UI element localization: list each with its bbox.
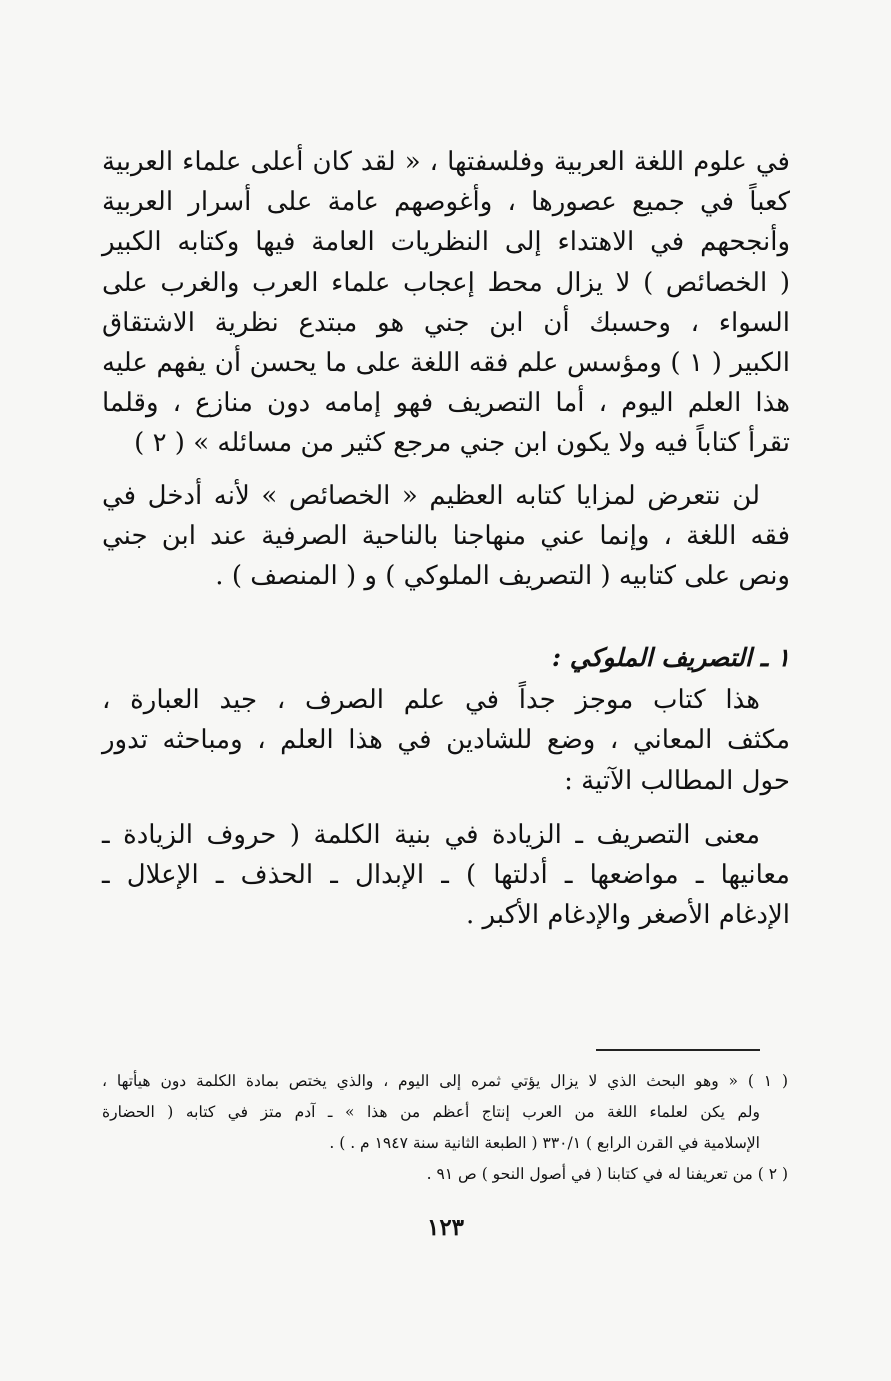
footnotes xyxy=(102,1066,788,1190)
paragraph-3 xyxy=(102,680,790,801)
paragraph-4 xyxy=(102,815,790,936)
paragraph-line: الإدغام الأصغر والإدغام الأكبر . xyxy=(465,900,790,931)
paragraph-line: كعباً في جميع عصورها ، وأغوصهم عامة على أسرار العربية xyxy=(102,187,790,218)
paragraph-line: هذا كتاب موجز جداً في علم الصرف ، جيد العبارة ، xyxy=(102,685,760,716)
paragraph-line: معانيها ـ مواضعها ـ أدلتها ) ـ الإبدال ـ الحذف ـ الإعلال ـ xyxy=(102,860,790,891)
paragraph-line: فقه اللغة ، وإنما عني منهاجنا بالناحية الصرفية عند ابن جني xyxy=(102,520,790,551)
paragraph-line: في علوم اللغة العربية وفلسفتها ، « لقد كان أعلى علماء العربية xyxy=(102,147,790,177)
paragraph-line: وأنجحهم في الاهتداء إلى النظريات العامة فيها وكتابه الكبير xyxy=(102,227,790,258)
paragraph-1 xyxy=(102,142,790,464)
paragraph-line: معنى التصريف ـ الزيادة في بنية الكلمة ( حروف الزيادة ـ xyxy=(102,819,760,850)
footnote-1-line: ( ١ ) « وهو البحث الذي لا يزال يؤتي ثمره إلى اليوم ، والذي يختص بمادة الكلمة دون هيأتها ، xyxy=(102,1072,788,1090)
paragraph-line: هذا العلم اليوم ، أما التصريف فهو إمامه دون منازع ، وقلما xyxy=(102,388,790,419)
paragraph-line: الكبير ( ١ ) ومؤسس علم فقه اللغة على ما يحسن أن يفهم عليه xyxy=(102,348,790,379)
paragraph-line: السواء ، وحسبك أن ابن جني هو مبتدع نظرية الاشتقاق xyxy=(102,307,790,338)
footnote-divider xyxy=(596,1049,760,1051)
paragraph-line: لن نتعرض لمزايا كتابه العظيم « الخصائص » لأنه أدخل في xyxy=(102,480,760,511)
page-number: ١٢٣ xyxy=(426,1214,465,1241)
paragraph-line: مكثف المعاني ، وضع للشادين في هذا العلم ، ومباحثه تدور xyxy=(102,725,790,756)
footnote-2: ( ٢ ) من تعريفنا له في كتابنا ( في أصول النحو ) ص ٩١ . xyxy=(426,1165,788,1183)
paragraph-2 xyxy=(102,476,790,597)
footnote-1-line: الإسلامية في القرن الرابع ) ٣٣٠/١ ( الطبعة الثانية سنة ١٩٤٧ م . ) . xyxy=(329,1134,760,1152)
footnote-1-line: ولم يكن لعلماء اللغة من العرب إنتاج أعظم من هذا » ـ آدم متز في كتابه ( الحضارة xyxy=(102,1103,760,1121)
section-heading: ١ ـ التصريف الملوكي : xyxy=(551,643,790,673)
paragraph-line: حول المطالب الآتية : xyxy=(564,765,790,796)
paragraph-line: تقرأ كتاباً فيه ولا يكون ابن جني مرجع كثير من مسائله » ( ٢ ) xyxy=(134,428,790,459)
paragraph-line: ( الخصائص ) لا يزال محط إعجاب علماء العرب والغرب على xyxy=(102,267,790,298)
paragraph-line: ونص على كتابيه ( التصريف الملوكي ) و ( المنصف ) . xyxy=(215,561,790,592)
page-body xyxy=(102,142,790,935)
